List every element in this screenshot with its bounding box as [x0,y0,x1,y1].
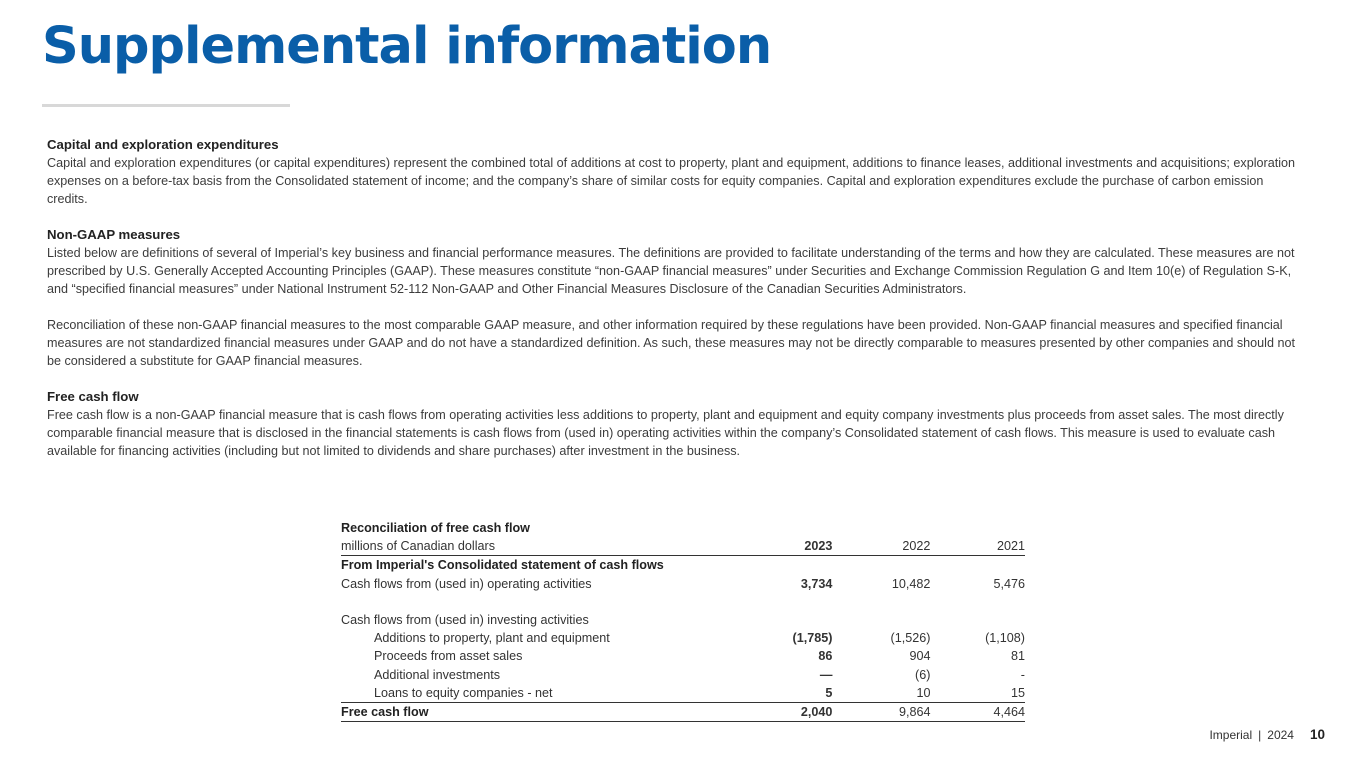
total-2022: 9,864 [832,702,930,721]
paragraph: Capital and exploration expenditures (or capital expenditures) represent the combined total of additions at cost to property, plant and equipment, additions to finance leases, additional investments and acquisitions; exploration expenses on a before-tax basis from the Consolidated statement of income; and the company’s share of similar costs for equity companies. Capital and exploration expenditures exclude the purchase of carbon emission credits. [47,156,1296,206]
table-row [341,575,1025,593]
page-title: Supplemental information [42,17,772,76]
section-heading: Capital and exploration expenditures [47,137,279,152]
free-cash-flow-table [341,519,1025,722]
table-spacer-row [341,593,1025,611]
value-2022: 904 [909,649,931,664]
value-2022: 10 [832,684,930,703]
table-title-row [341,519,1025,537]
value-2021: 15 [930,684,1025,703]
value-2023: 86 [818,649,833,664]
total-2021: 4,464 [930,702,1025,721]
table-subheading-row [341,556,1025,575]
page-footer [1209,727,1325,742]
title-underline [42,104,290,107]
value-2023: — [819,667,833,682]
section-heading: Non-GAAP measures [47,227,181,242]
value-2021: 5,476 [993,576,1025,591]
row-label: Additional investments [374,667,501,682]
section-free-cash-flow [47,388,1297,460]
column-header-2022: 2022 [832,537,930,556]
table-total-row [341,702,1025,721]
table-row [341,611,1025,629]
section-heading: Free cash flow [47,389,139,404]
paragraph: Reconciliation of these non-GAAP financial measures to the most comparable GAAP measure, and other information required by these regulations have been provided. Non-GAAP financial measures and specified financial measures are not standardized financial measures under GAAP and do not have a standardized definition. As such, these measures may not be directly comparable to measures presented by other companies and should not be considered a substitute for GAAP financial measures. [47,318,1295,368]
table-row [341,647,1025,665]
row-label: Loans to equity companies - net [341,684,743,703]
page-number: 10 [1309,727,1325,742]
value-2023: 3,734 [800,576,833,591]
section-non-gaap [47,226,1297,370]
column-header-2021: 2021 [930,537,1025,556]
value-2023: 5 [743,684,832,703]
table-units: millions of Canadian dollars [341,537,743,556]
row-label: Cash flows from (used in) investing activities [341,613,589,628]
table-header-row [341,537,1025,556]
table-row [341,684,1025,703]
column-header-2023: 2023 [743,537,832,556]
footer-year: 2024 [1267,728,1294,742]
value-2021: (1,108) [985,631,1025,646]
value-2022: (6) [915,667,931,682]
value-2022: 10,482 [891,576,931,591]
value-2023: (1,785) [792,631,833,646]
value-2021: 81 [1010,649,1025,664]
table-title: Reconciliation of free cash flow [341,521,530,536]
row-label: Proceeds from asset sales [374,649,523,664]
total-2023: 2,040 [743,702,832,721]
row-label: Cash flows from (used in) operating activities [341,576,592,591]
paragraph: Free cash flow is a non-GAAP financial measure that is cash flows from operating activities less additions to property, plant and equipment and equity company investments plus proceeds from asset sales. The most directly comparable financial measure that is disclosed in the financial statements is cash flows from (used in) operating activities within the company’s Consolidated statement of cash flows. This measure is used to evaluate cash available for financing activities (including but not limited to dividends and share purchases) after investment in the business. [47,408,1284,458]
row-label: Additions to property, plant and equipment [374,631,610,646]
footer-company: Imperial [1209,728,1253,742]
paragraph: Listed below are definitions of several of Imperial’s key business and financial performance measures. The definitions are provided to facilitate understanding of the terms and how they are calculated. These measures are not prescribed by U.S. Generally Accepted Accounting Principles (GAAP). These measures constitute “non-GAAP financial measures” under Securities and Exchange Commission Regulation G and Item 10(e) of Regulation S-K, and “specified financial measures” under National Instrument 52-112 Non-GAAP and Other Financial Measures Disclosure of the Canadian Securities Administrators. [47,246,1295,296]
table-subheading: From Imperial's Consolidated statement of cash flows [341,558,664,573]
table-row [341,666,1025,684]
value-2022: (1,526) [890,631,931,646]
section-capital-expenditures [47,136,1297,208]
total-label: Free cash flow [341,702,743,721]
body-text [47,136,1297,478]
footer-separator: | [1258,728,1262,742]
table-row [341,629,1025,647]
value-2021: - [1020,667,1025,682]
